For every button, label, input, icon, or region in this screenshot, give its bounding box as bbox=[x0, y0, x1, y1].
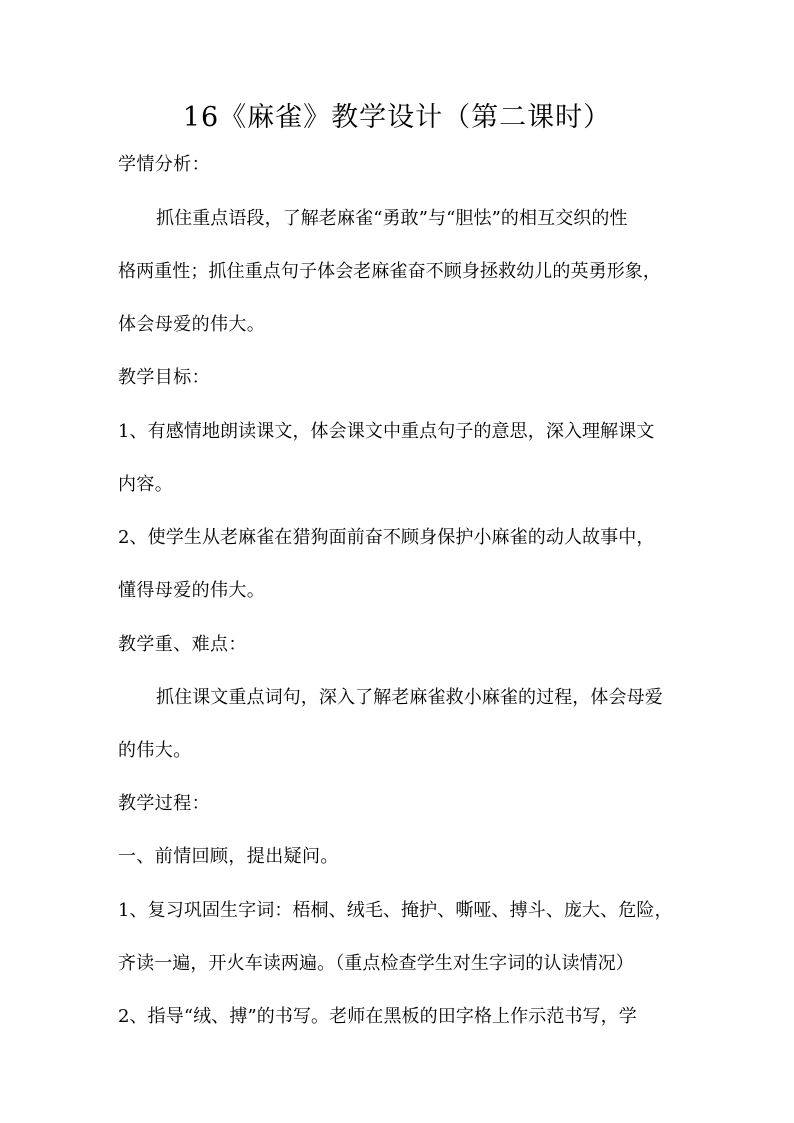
paragraph-line: 格两重性；抓住重点句子体会老麻雀奋不顾身拯救幼儿的英勇形象， bbox=[118, 261, 661, 282]
paragraph-line: 的伟大。 bbox=[118, 740, 192, 761]
goal-item-2-continued: 懂得母爱的伟大。 bbox=[118, 580, 266, 601]
section-heading-teaching-process: 教学过程： bbox=[118, 793, 210, 814]
process-item-1: 1、复习巩固生字词：梧桐、绒毛、掩护、嘶哑、搏斗、庞大、危险， bbox=[118, 900, 673, 921]
section-heading-teaching-goals: 教学目标： bbox=[118, 367, 210, 388]
process-item-1-continued: 齐读一遍，开火车读两遍。（重点检查学生对生字词的认读情况） bbox=[118, 953, 634, 974]
goal-item-1-continued: 内容。 bbox=[118, 474, 174, 495]
paragraph-line: 体会母爱的伟大。 bbox=[118, 314, 266, 335]
section-heading-learning-analysis: 学情分析： bbox=[118, 154, 210, 175]
goal-item-2: 2、使学生从老麻雀在猎狗面前奋不顾身保护小麻雀的动人故事中， bbox=[118, 527, 655, 548]
paragraph-line: 抓住课文重点词句，深入了解老麻雀救小麻雀的过程，体会母爱 bbox=[156, 687, 663, 708]
process-item-2: 2、指导“绒、搏”的书写。老师在黑板的田字格上作示范书写，学 bbox=[118, 1006, 637, 1027]
process-step-1-heading: 一、前情回顾，提出疑问。 bbox=[118, 846, 339, 867]
document-title: 16《麻雀》教学设计（第二课时） bbox=[182, 102, 612, 133]
paragraph-line: 抓住重点语段，了解老麻雀“勇敢”与“胆怯”的相互交织的性 bbox=[156, 208, 628, 229]
goal-item-1: 1、有感情地朗读课文，体会课文中重点句子的意思，深入理解课文 bbox=[118, 421, 655, 442]
section-heading-key-points: 教学重、难点： bbox=[118, 634, 247, 655]
